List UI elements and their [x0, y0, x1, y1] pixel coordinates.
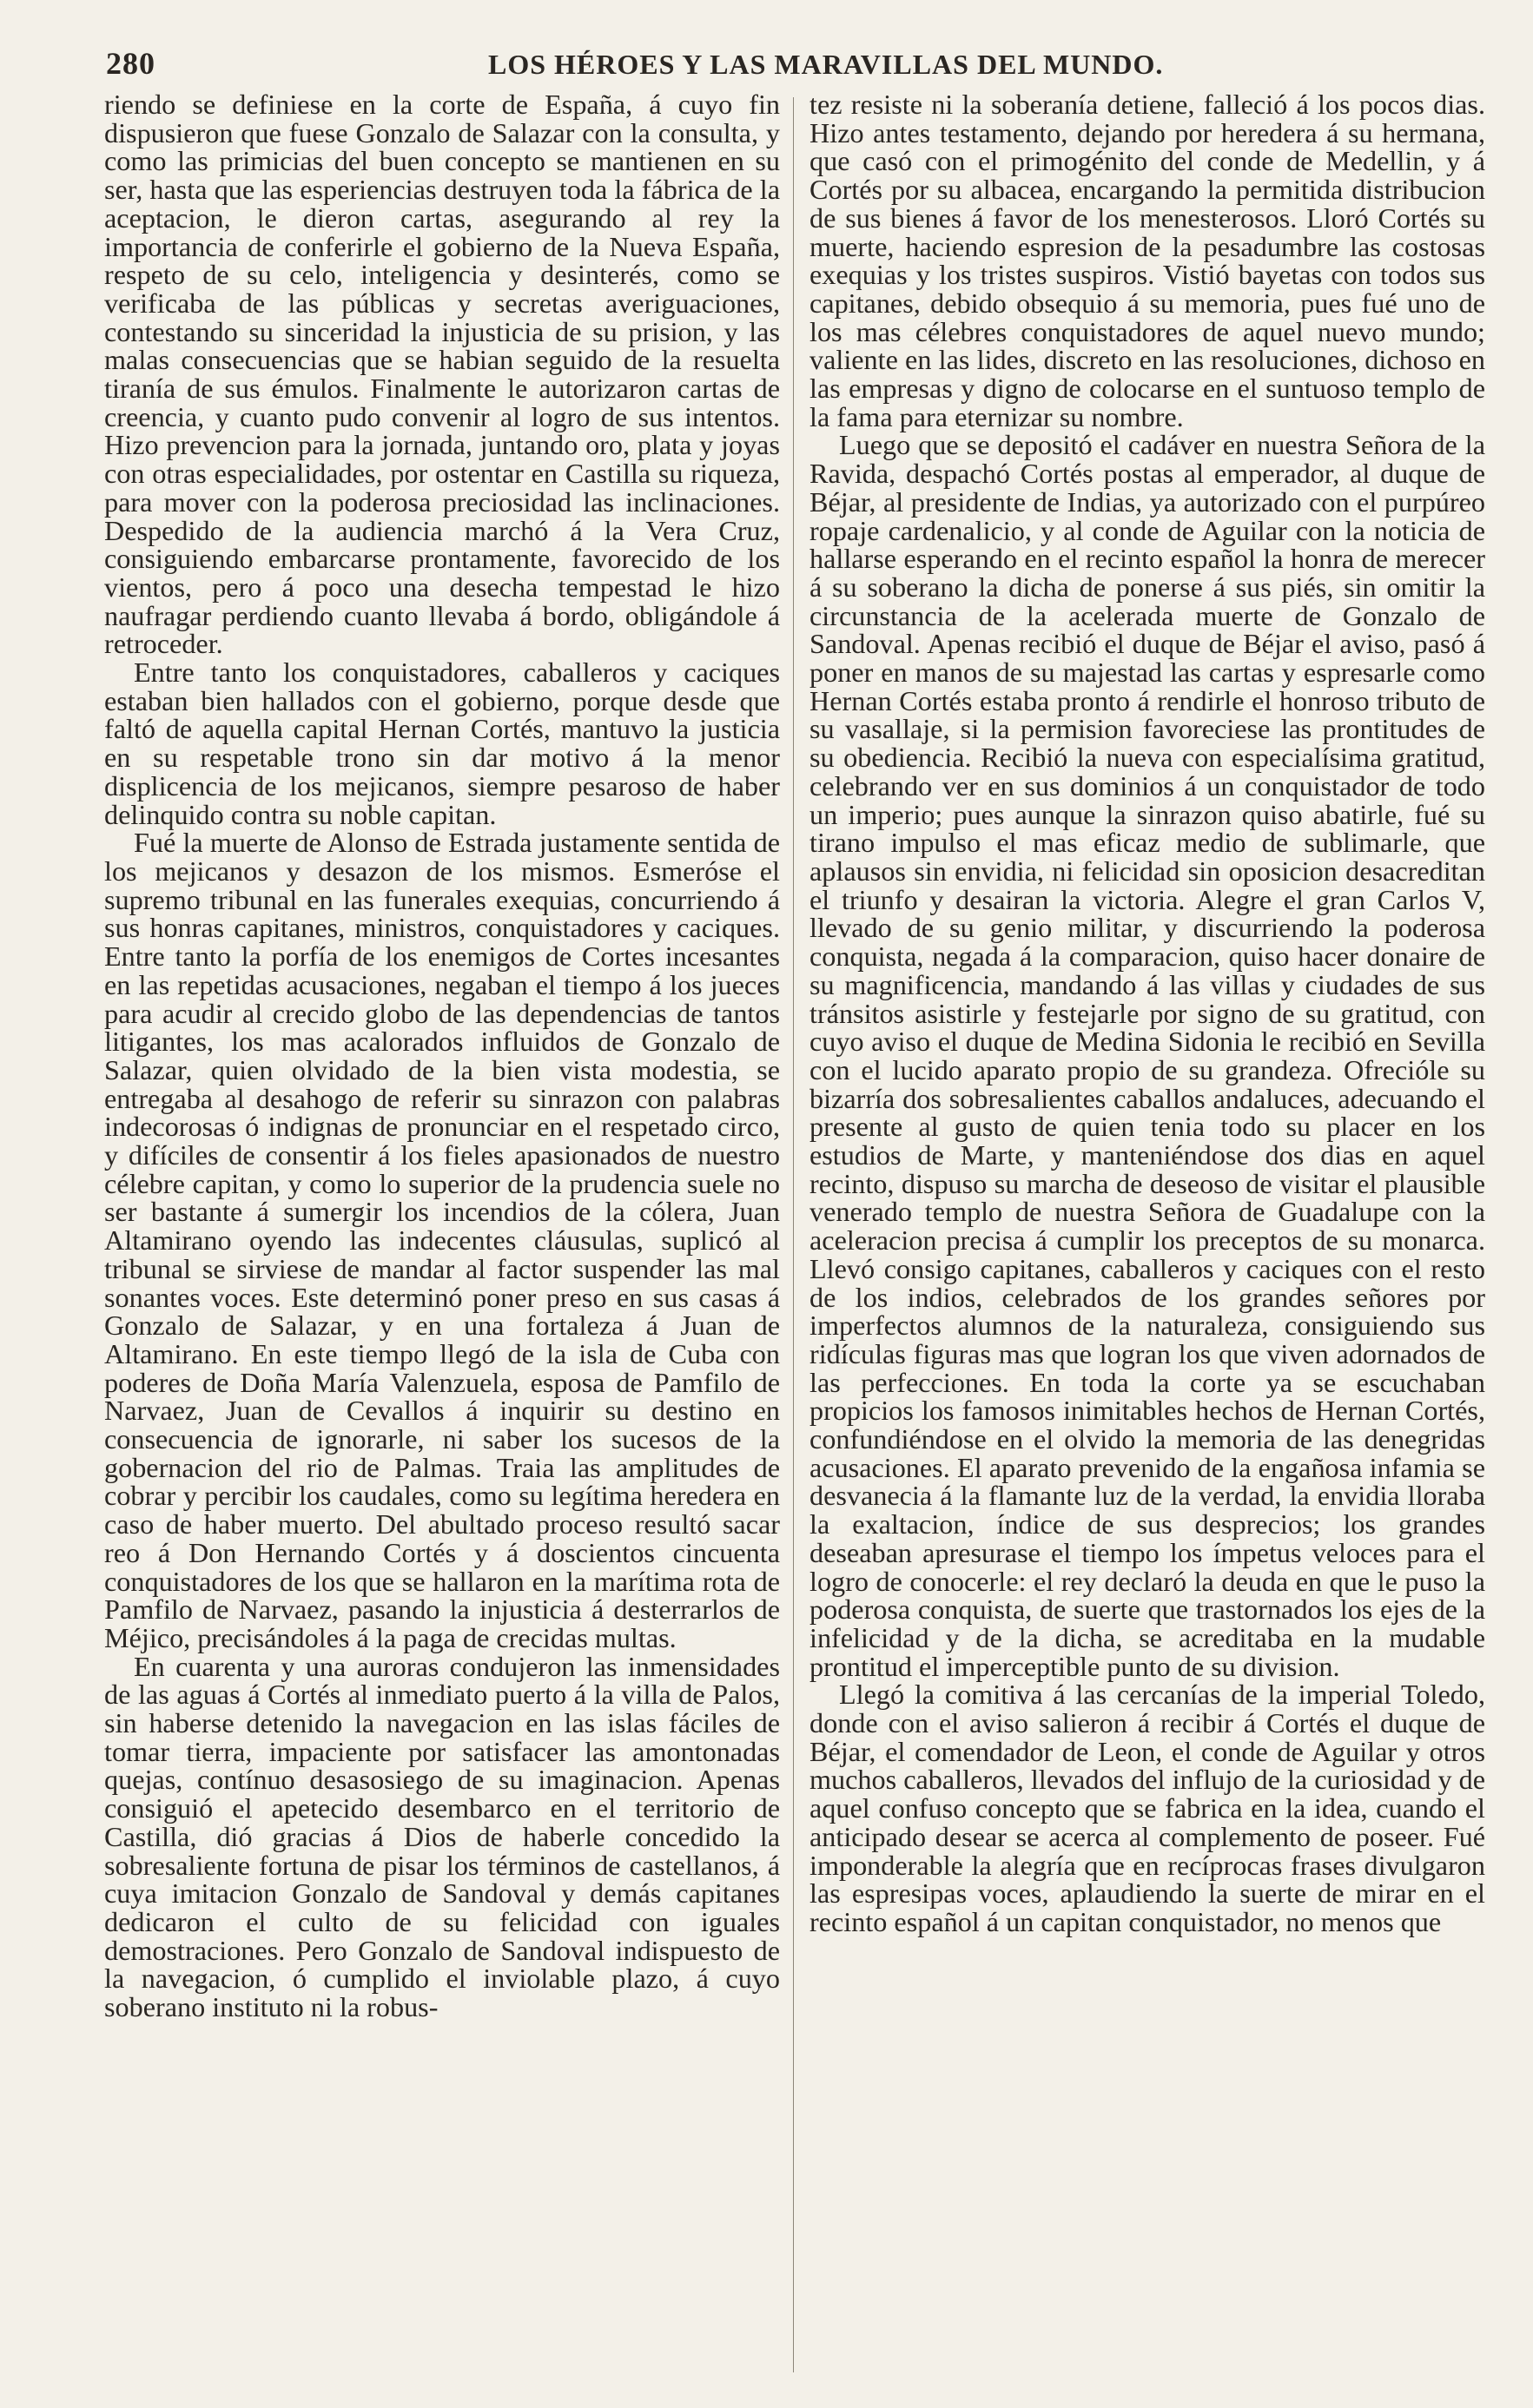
page-number: 280: [106, 46, 155, 81]
page-header: [106, 45, 1491, 89]
paragraph: tez resiste ni la soberanía detiene, falleció á los pocos dias. Hizo antes testamento, dejando por heredera á su hermana, que casó con el primogénito del conde de Medellin, y á Cortés por su albacea, encargando la permitida distribucion de sus bienes á favor de los menesterosos. Lloró Cortés su muerte, haciendo espresion de la pesadumbre las costosas exequias y los tristes suspiros. Vistió bayetas con todos sus capitanes, debido obsequio á su memoria, pues fué uno de los mas célebres conquistadores de aquel nuevo mundo; valiente en las lides, discreto en las resoluciones, dichoso en las empresas y digno de colocarse en el suntuoso templo de la fama para eternizar su nombre.: [809, 89, 1485, 432]
right-column: [809, 90, 1485, 1936]
left-column: [104, 90, 780, 2022]
paragraph: En cuarenta y una auroras condujeron las inmensidades de las aguas á Cortés al inmediato puerto á la villa de Palos, sin haberse detenido la navegacion en las islas fáciles de tomar tierra, impaciente por satisfacer las amontonadas quejas, contínuo desasosiego de su imaginacion. Apenas consiguió el apetecido desembarco en el territorio de Castilla, dió gracias á Dios de haberle concedido la sobresaliente fortuna de pisar los términos de castellanos, á cuya imitacion Gonzalo de Sandoval y demás capitanes dedicaron el culto de su felicidad con iguales demostraciones. Pero Gonzalo de Sandoval indispuesto de la navegacion, ó cumplido el inviolable plazo, á cuyo soberano instituto ni la robus-: [104, 1650, 780, 2023]
column-divider: [793, 97, 794, 2372]
paragraph: Llegó la comitiva á las cercanías de la imperial Toledo, donde con el aviso salieron á recibir á Cortés el duque de Béjar, el comendador de Leon, el conde de Aguilar y otros muchos caballeros, llevados del influjo de la curiosidad y de aquel confuso concepto que se fabrica en la idea, cuando el anticipado desear se acerca al complemento de poseer. Fué imponderable la alegría que en recíprocas frases divulgaron las espresipas voces, aplaudiendo la suerte de mirar en el recinto español á un capitan conquistador, no menos que: [809, 1679, 1485, 1937]
paragraph: riendo se definiese en la corte de España, á cuyo fin dispusieron que fuese Gonzalo de Salazar con la consulta, y como las primicias del buen concepto se mantienen en su ser, hasta que las esperiencias destruyen toda la fábrica de la aceptacion, le dieron cartas, asegurando al rey la importancia de conferirle el gobierno de la Nueva España, respeto de su celo, inteligencia y desinterés, como se verificaba de las públicas y secretas averiguaciones, contestando su sinceridad la injusticia de su prision, y las malas consecuencias que se habian seguido de la resuelta tiranía de sus émulos. Finalmente le autorizaron cartas de creencia, y cuanto pudo convenir al logro de sus intentos. Hizo prevencion para la jornada, juntando oro, plata y joyas con otras especialidades, por ostentar en Castilla su riqueza, para mover con la poderosa preciosidad las inclinaciones. Despedido de la audiencia marchó á la Vera Cruz, consiguiendo embarcarse prontamente, favorecido de los vientos, pero á poco una desecha tempestad le hizo naufragar perdiendo cuanto llevaba á bordo, obligándole á retroceder.: [104, 89, 780, 660]
running-title: LOS HÉROES Y LAS MARAVILLAS DEL MUNDO.: [488, 49, 1164, 80]
paragraph: Entre tanto los conquistadores, caballeros y caciques estaban bien hallados con el gobierno, porque desde que faltó de aquella capital Hernan Cortés, mantuvo la justicia en su respetable trono sin dar motivo á la menor displicencia de los mejicanos, siempre pesaroso de haber delinquido contra su noble capitan.: [104, 656, 780, 830]
paragraph: Luego que se depositó el cadáver en nuestra Señora de la Ravida, despachó Cortés postas al emperador, al duque de Béjar, al presidente de Indias, ya autorizado con el purpúreo ropaje cardenalicio, y al conde de Aguilar con la noticia de hallarse esperando en el recinto español la honra de merecer á su soberano la dicha de ponerse á sus piés, sin omitir la circunstancia de la acelerada muerte de Gonzalo de Sandoval. Apenas recibió el duque de Béjar el aviso, pasó á poner en manos de su majestad las cartas y espresarle como Hernan Cortés estaba pronto á rendirle el honroso tributo de su vasallaje, si la permision favoreciese las prontitudes de su obediencia. Recibió la nueva con especialísima gratitud, celebrando ver en sus dominios á un conquistador de todo un imperio; pues aunque la sinrazon quiso abatirle, fué su tirano impulso el mas eficaz medio de sublimarle, que aplausos sin envidia, ni felicidad sin oposicion desacreditan el triunfo y desairan la victoria. Alegre el gran Carlos V, llevado de su genio militar, y discurriendo la poderosa conquista, negada á la comparacion, quiso hacer donaire de su magnificencia, mandando á las villas y ciudades de sus tránsitos asistirle y festejarle por signo de su gratitud, con cuyo aviso el duque de Medina Sidonia le recibió en Sevilla con el lucido aparato propio de su grandeza. Ofrecióle su bizarría dos sobresalientes caballos andaluces, adecuando el presente al gusto de quien tenia todo su placer en los estudios de Marte, y manteniéndose dos dias en aquel recinto, dispuso su marcha de deseoso de visitar el plausible venerado templo de nuestra Señora de Guadalupe con la aceleracion precisa á cumplir los preceptos de su monarca. Llevó consigo capitanes, caballeros y caciques con el resto de los indios, celebrados de los grandes señores por imperfectos alumnos de la naturaleza, consiguiendo sus ridículas figuras mas que logran los que viven adornados de las perfecciones. En toda la corte ya se escuchaban propicios los famosos inimitables hechos de Hernan Cortés, confundiéndose en el olvido la memoria de las denegridas acusaciones. El aparato prevenido de la engañosa infamia se desvanecia á la flamante luz de la verdad, la envidia lloraba la exaltacion, índice de sus desprecios; los grandes deseaban apresurase el tiempo los ímpetus veloces para el logro de conocerle: el rey declaró la deuda en que le puso la poderosa conquista, de suerte que trastornados los ejes de la infelicidad y de la dicha, se acreditaba en la mudable prontitud el imperceptible punto de su division.: [809, 429, 1485, 1682]
paragraph: Fué la muerte de Alonso de Estrada justamente sentida de los mejicanos y desazon de los mismos. Esmeróse el supremo tribunal en las funerales exequias, concurriendo á sus honras capitanes, ministros, conquistadores y caciques. Entre tanto la porfía de los enemigos de Cortes incesantes en las repetidas acusaciones, negaban el tiempo á los jueces para acudir al crecido globo de las dependencias de tantos litigantes, los mas acalorados influidos de Gonzalo de Salazar, quien olvidado de la bien vista modestia, se entregaba al desahogo de referir su sinrazon con palabras indecorosas ó indignas de pronunciar en el respetado circo, y difíciles de consentir á los fieles apasionados de nuestro célebre capitan, y como lo superior de la prudencia suele no ser bastante á sumergir los incendios de la cólera, Juan Altamirano oyendo las indecentes cláusulas, suplicó al tribunal se sirviese de mandar al factor suspender las mal sonantes voces. Este determinó poner preso en sus casas á Gonzalo de Salazar, y en una fortaleza á Juan de Altamirano. En este tiempo llegó de la isla de Cuba con poderes de Doña María Valenzuela, esposa de Pamfilo de Narvaez, Juan de Cevallos á inquirir su destino en consecuencia de ignorarle, ni saber los sucesos de la gobernacion del rio de Palmas. Traia las amplitudes de cobrar y percibir los caudales, como su legítima heredera en caso de haber muerto. Del abultado proceso resultó sacar reo á Don Hernando Cortés y á doscientos cincuenta conquistadores de los que se hallaron en la marítima rota de Pamfilo de Narvaez, pasando la injusticia á desterrarlos de Méjico, precisándoles á la paga de crecidas multas.: [104, 827, 780, 1653]
